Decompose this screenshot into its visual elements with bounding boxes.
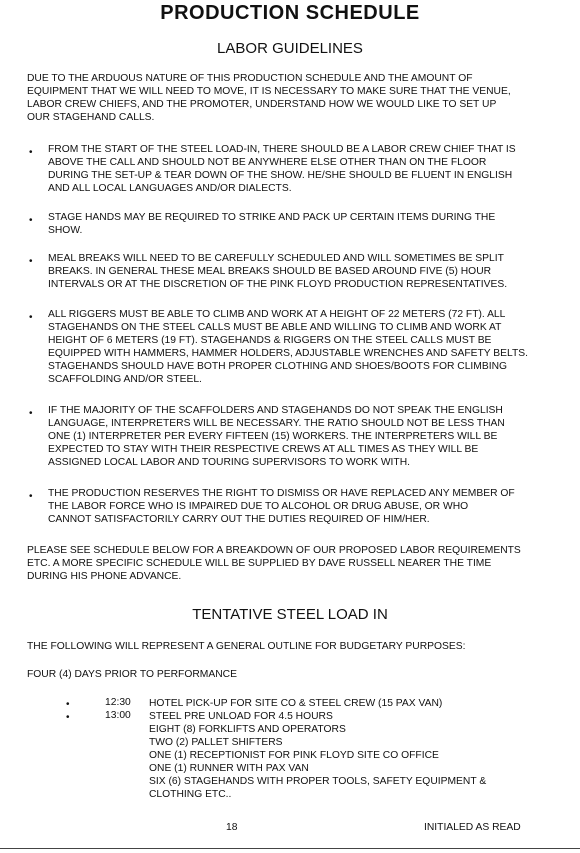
bullet-line: AND ALL LOCAL LANGUAGES AND/OR DIALECTS. [48, 183, 292, 194]
bullet-marker: • [29, 408, 33, 419]
see-schedule-line: PLEASE SEE SCHEDULE BELOW FOR A BREAKDOWN OF OUR PROPOSED LABOR REQUIREMENTS [27, 545, 521, 556]
schedule-line: TWO (2) PALLET SHIFTERS [149, 737, 283, 748]
steel-load-in-heading: TENTATIVE STEEL LOAD IN [192, 606, 388, 623]
bullet-marker: • [29, 256, 33, 267]
bullet-marker: • [29, 215, 33, 226]
days-prior-line: FOUR (4) DAYS PRIOR TO PERFORMANCE [27, 669, 237, 680]
initialed-as-read: INITIALED AS READ [424, 822, 521, 833]
bullet-marker: • [29, 147, 33, 158]
bullet-line: DURING THE SET-UP & TEAR DOWN OF THE SHOW. HE/SHE SHOULD BE FLUENT IN ENGLISH [48, 170, 513, 181]
intro-line: DUE TO THE ARDUOUS NATURE OF THIS PRODUCTION SCHEDULE AND THE AMOUNT OF [27, 73, 473, 84]
bullet-line: SHOW. [48, 225, 83, 236]
budget-outline-line: THE FOLLOWING WILL REPRESENT A GENERAL OUTLINE FOR BUDGETARY PURPOSES: [27, 641, 466, 652]
schedule-time: 13:00 [105, 710, 131, 721]
bullet-line: BREAKS. IN GENERAL THESE MEAL BREAKS SHOULD BE BASED AROUND FIVE (5) HOUR [48, 266, 492, 277]
labor-guidelines-heading: LABOR GUIDELINES [217, 40, 363, 57]
intro-line: EQUIPMENT THAT WE WILL NEED TO MOVE, IT IS NECESSARY TO MAKE SURE THAT THE VENUE, [27, 86, 511, 97]
schedule-line: CLOTHING ETC.. [149, 789, 232, 800]
bullet-line: STAGE HANDS MAY BE REQUIRED TO STRIKE AND PACK UP CERTAIN ITEMS DURING THE [48, 212, 496, 223]
bullet-line: ONE (1) INTERPRETER PER EVERY FIFTEEN (15) WORKERS. THE INTERPRETERS WILL BE [48, 431, 498, 442]
bullet-line: THE PRODUCTION RESERVES THE RIGHT TO DISMISS OR HAVE REPLACED ANY MEMBER OF [48, 488, 515, 499]
bullet-line: LANGUAGE, INTERPRETERS WILL BE NECESSARY. THE RATIO SHOULD NOT BE LESS THAN [48, 418, 505, 429]
bullet-line: STAGEHANDS SHOULD HAVE BOTH PROPER CLOTHING AND SHOES/BOOTS FOR CLIMBING [48, 361, 508, 372]
bullet-line: ALL RIGGERS MUST BE ABLE TO CLIMB AND WORK AT A HEIGHT OF 22 METERS (72 FT). ALL [48, 309, 506, 320]
bullet-line: IF THE MAJORITY OF THE SCAFFOLDERS AND STAGEHANDS DO NOT SPEAK THE ENGLISH [48, 405, 503, 416]
bullet-marker: • [29, 312, 33, 323]
bullet-line: STAGEHANDS ON THE STEEL CALLS MUST BE ABLE AND WILLING TO CLIMB AND WORK AT [48, 322, 502, 333]
schedule-line: HOTEL PICK-UP FOR SITE CO & STEEL CREW (15 PAX VAN) [149, 698, 443, 709]
bullet-line: HEIGHT OF 6 METERS (19 FT). STAGEHANDS & RIGGERS ON THE STEEL CALLS MUST BE [48, 335, 492, 346]
bullet-line: ABOVE THE CALL AND SHOULD NOT BE ANYWHERE ELSE OTHER THAN ON THE FLOOR [48, 157, 487, 168]
see-schedule-line: DURING HIS PHONE ADVANCE. [27, 571, 182, 582]
bullet-line: EXPECTED TO STAY WITH THEIR RESPECTIVE CREWS AT ALL TIMES AS THEY WILL BE [48, 444, 479, 455]
page-number: 18 [226, 822, 238, 833]
bullet-line: THE LABOR FORCE WHO IS IMPAIRED DUE TO ALCOHOL OR DRUG ABUSE, OR WHO [48, 501, 469, 512]
intro-line: OUR STAGEHAND CALLS. [27, 112, 155, 123]
bullet-line: MEAL BREAKS WILL NEED TO BE CAREFULLY SCHEDULED AND WILL SOMETIMES BE SPLIT [48, 253, 504, 264]
schedule-line: ONE (1) RECEPTIONIST FOR PINK FLOYD SITE CO OFFICE [149, 750, 439, 761]
see-schedule-line: ETC. A MORE SPECIFIC SCHEDULE WILL BE SUPPLIED BY DAVE RUSSELL NEARER THE TIME [27, 558, 492, 569]
intro-line: LABOR CREW CHIEFS, AND THE PROMOTER, UNDERSTAND HOW WE WOULD LIKE TO SET UP [27, 99, 497, 110]
schedule-line: EIGHT (8) FORKLIFTS AND OPERATORS [149, 724, 346, 735]
bullet-line: INTERVALS OR AT THE DISCRETION OF THE PINK FLOYD PRODUCTION REPRESENTATIVES. [48, 279, 508, 290]
page-title: PRODUCTION SCHEDULE [160, 2, 420, 24]
schedule-line: ONE (1) RUNNER WITH PAX VAN [149, 763, 309, 774]
bottom-rule [0, 848, 580, 849]
schedule-line: SIX (6) STAGEHANDS WITH PROPER TOOLS, SAFETY EQUIPMENT & [149, 776, 487, 787]
bullet-marker: • [29, 491, 33, 502]
schedule-time: 12:30 [105, 697, 131, 708]
schedule-bullet: • [66, 712, 70, 723]
schedule-bullet: • [66, 699, 70, 710]
bullet-line: EQUIPPED WITH HAMMERS, HAMMER HOLDERS, ADJUSTABLE WRENCHES AND SAFETY BELTS. [48, 348, 529, 359]
bullet-line: CANNOT SATISFACTORILY CARRY OUT THE DUTIES REQUIRED OF HIM/HER. [48, 514, 430, 525]
bullet-line: SCAFFOLDING AND/OR STEEL. [48, 374, 202, 385]
bullet-line: FROM THE START OF THE STEEL LOAD-IN, THERE SHOULD BE A LABOR CREW CHIEF THAT IS [48, 144, 516, 155]
bullet-line: ASSIGNED LOCAL LABOR AND TOURING SUPERVISORS TO WORK WITH. [48, 457, 410, 468]
schedule-line: STEEL PRE UNLOAD FOR 4.5 HOURS [149, 711, 333, 722]
